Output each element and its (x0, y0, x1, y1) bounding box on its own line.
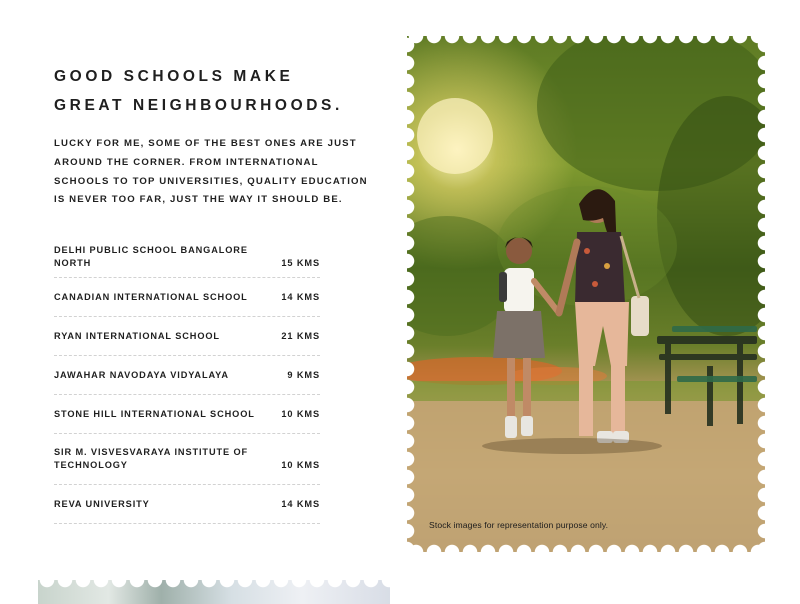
intro-line: IS NEVER TOO FAR, JUST THE WAY IT SHOULD BE. (54, 194, 343, 206)
stamp-photo (407, 36, 765, 552)
school-distance: 14 KMS (281, 292, 320, 302)
list-item (54, 395, 320, 434)
school-name: RYAN INTERNATIONAL SCHOOL (54, 331, 220, 341)
school-distance: 15 KMS (281, 258, 320, 268)
heading-line-2: GREAT NEIGHBOURHOODS. (54, 97, 343, 114)
list-item (54, 317, 320, 356)
intro-paragraph (54, 135, 374, 210)
heading-line-1: GOOD SCHOOLS MAKE (54, 68, 294, 85)
school-name: JAWAHAR NAVODAYA VIDYALAYA (54, 370, 229, 380)
school-distance-list (54, 236, 320, 524)
school-name: STONE HILL INTERNATIONAL SCHOOL (54, 409, 255, 419)
next-stamp-photo-edge (38, 580, 390, 604)
stamp-perforation-top (38, 580, 390, 588)
school-name: CANADIAN INTERNATIONAL SCHOOL (54, 292, 248, 302)
list-item (54, 434, 320, 485)
school-distance: 10 KMS (281, 409, 320, 419)
park-scene-illustration (407, 36, 765, 552)
school-distance: 9 KMS (287, 370, 320, 380)
page-heading (54, 62, 343, 120)
intro-line: SCHOOLS TO TOP UNIVERSITIES, QUALITY EDUCATION (54, 175, 368, 187)
list-item (54, 356, 320, 395)
school-name: DELHI PUBLIC SCHOOL BANGALORE NORTH (54, 245, 248, 268)
school-name: SIR M. VISVESVARAYA INSTITUTE OF TECHNOLOGY (54, 447, 249, 470)
list-item (54, 278, 320, 317)
list-item (54, 236, 320, 278)
school-name: REVA UNIVERSITY (54, 499, 150, 509)
intro-line: AROUND THE CORNER. FROM INTERNATIONAL (54, 156, 319, 168)
school-distance: 14 KMS (281, 499, 320, 509)
school-distance: 21 KMS (281, 331, 320, 341)
intro-line: LUCKY FOR ME, SOME OF THE BEST ONES ARE JUST (54, 138, 357, 149)
school-distance: 10 KMS (281, 460, 320, 470)
photo-caption: Stock images for representation purpose only. (429, 520, 609, 530)
list-item (54, 485, 320, 524)
